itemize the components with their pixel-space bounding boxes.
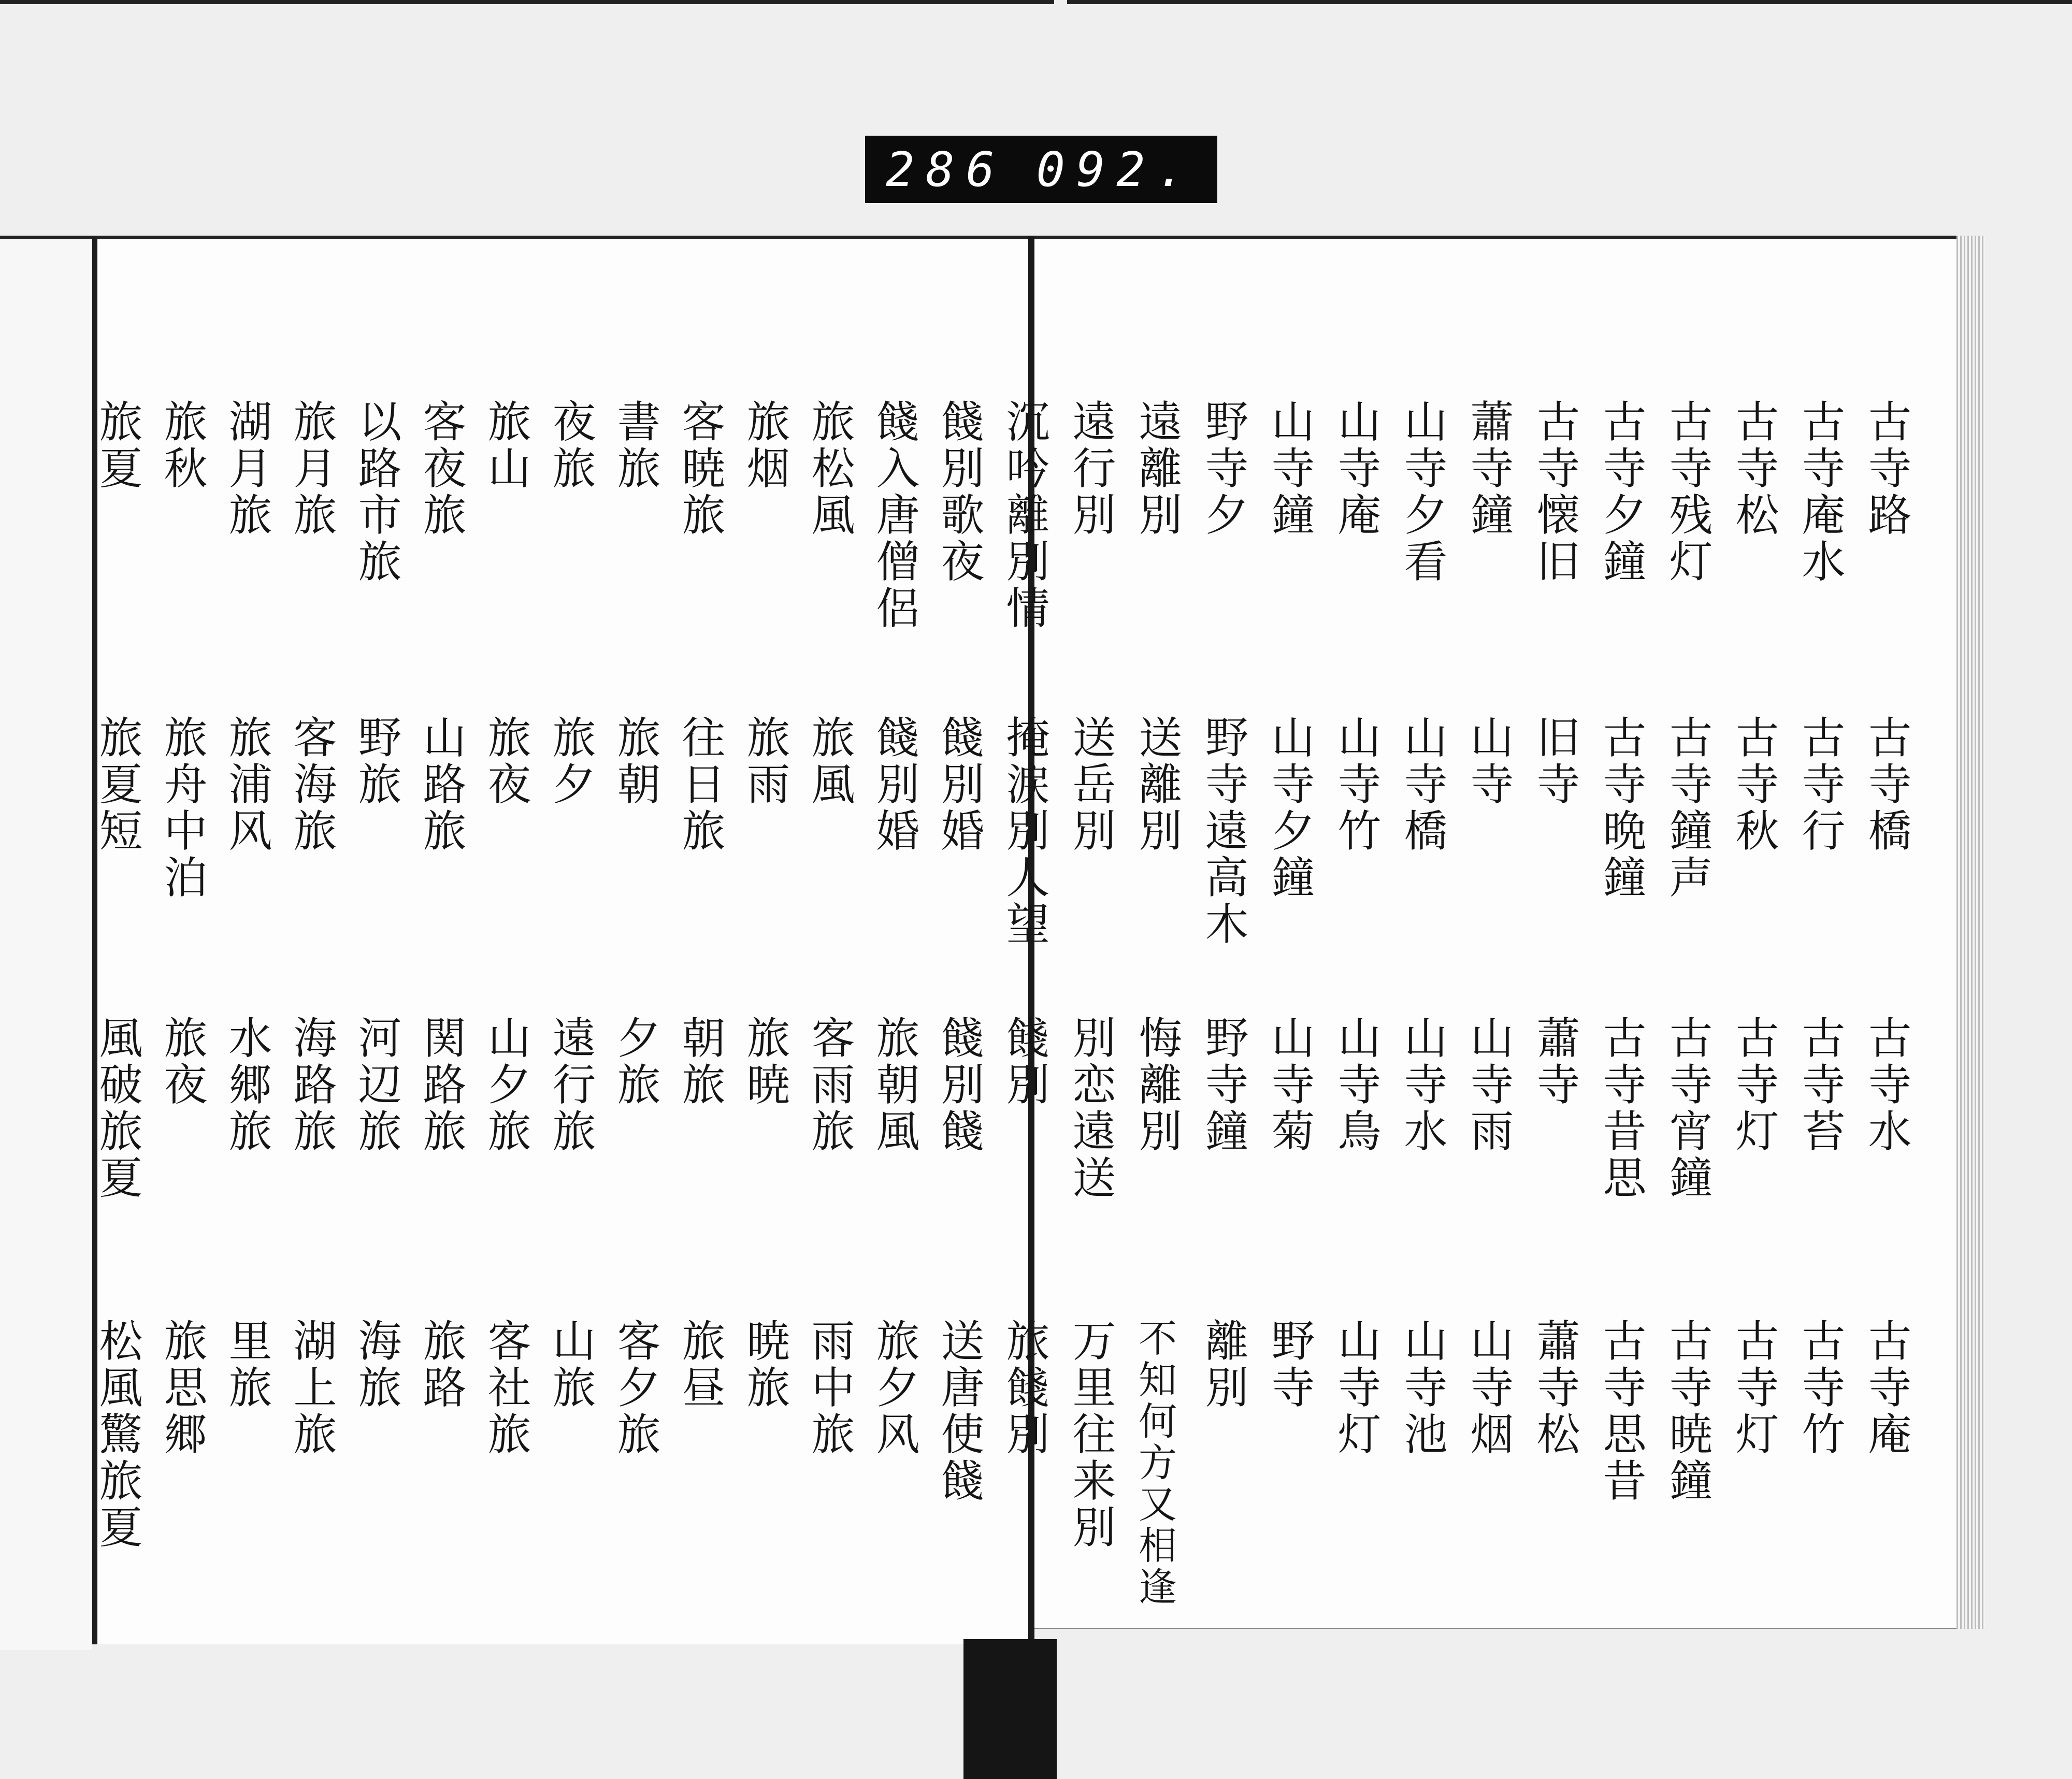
film-frame-number: 092.: [1036, 141, 1197, 197]
right-page-entry: 山寺夕鐘: [1264, 715, 1315, 901]
right-page-entry: 古寺庵水: [1795, 399, 1846, 585]
right-page-entry: 蕭寺鐘: [1463, 399, 1514, 539]
right-page-entry: 蕭寺松: [1530, 1318, 1580, 1458]
left-page-entry: 雨中旅: [804, 1318, 855, 1458]
left-page-entry: 旅秋: [157, 399, 208, 492]
right-page-entry: 古寺灯: [1729, 1015, 1779, 1155]
left-page-entry: 旅夕: [545, 715, 596, 808]
right-page-entry: 遠行別: [1066, 399, 1116, 539]
right-page-entry: 古寺水: [1861, 1015, 1912, 1155]
right-page-entry: 離別: [1198, 1318, 1249, 1411]
left-page-entry: 客夕旅: [610, 1318, 661, 1458]
left-page-entry: 旅風: [804, 715, 855, 808]
left-page-entry: 旅思郷: [157, 1318, 208, 1458]
right-page-entry: 古寺昔思: [1596, 1015, 1647, 1202]
left-page-entry: 客社旅: [481, 1318, 531, 1458]
left-page-entry: 旅昼: [675, 1318, 726, 1411]
left-page-entry: 旅朝: [610, 715, 661, 808]
left-page-entry: 野旅: [351, 715, 402, 808]
left-page-entry: 暁旅: [740, 1318, 790, 1411]
left-page-entry: 山路旅: [416, 715, 467, 855]
left-page-entry: 餞別婚: [869, 715, 920, 855]
left-page-entry: 旅松風: [804, 399, 855, 539]
right-page-entry: 遠離別: [1132, 399, 1183, 539]
right-page-entry: 掩涙別人望: [999, 715, 1050, 948]
left-page-entry: 往日旅: [675, 715, 726, 855]
right-page-entry: 悔離別: [1132, 1015, 1183, 1155]
right-page-entry: 山寺池: [1397, 1318, 1448, 1458]
right-page-entry: 山寺: [1463, 715, 1514, 808]
right-page-entry: 古寺秋: [1729, 715, 1779, 855]
right-page-entry: 送岳別: [1066, 715, 1116, 855]
right-page-entry: 古寺宵鐘: [1662, 1015, 1713, 1202]
left-page-entry: 湖上旅: [286, 1318, 337, 1458]
right-page-entry: 古寺松: [1729, 399, 1779, 539]
left-page-entry: 海旅: [351, 1318, 402, 1411]
left-page-entry: 旅夜: [157, 1015, 208, 1108]
right-page-entry: 別恋遠送: [1066, 1015, 1116, 1202]
right-page-entry: 万里往来別: [1066, 1318, 1116, 1551]
right-page-entry: 山寺烟: [1463, 1318, 1514, 1458]
right-page-entry: 古寺夕鐘: [1596, 399, 1647, 585]
right-page-entry: 山寺鳥: [1331, 1015, 1382, 1155]
left-page-entry: 遠行旅: [545, 1015, 596, 1155]
film-reel-number: 286: [886, 141, 1006, 197]
right-page-entry: 古寺竹: [1795, 1318, 1846, 1458]
right-page-entry: 旅餞別: [999, 1318, 1050, 1458]
right-page-entry: 古寺思昔: [1596, 1318, 1647, 1505]
left-page-entry: 山旅: [545, 1318, 596, 1411]
left-page-entry: 海路旅: [286, 1015, 337, 1155]
right-page-entry: 古寺灯: [1729, 1318, 1779, 1458]
left-page-entry: 朝旅: [675, 1015, 726, 1108]
left-page-entry: 夜旅: [545, 399, 596, 492]
left-page-entry: 旅月旅: [286, 399, 337, 539]
right-page-entry: 山寺橋: [1397, 715, 1448, 855]
right-page-entry: 山寺夕看: [1397, 399, 1448, 585]
right-page-entry: 野寺遠高木: [1198, 715, 1249, 948]
right-page-entry: 古寺晩鐘: [1596, 715, 1647, 901]
right-page-entry: 古寺路: [1861, 399, 1912, 539]
right-page-entry: 餞別: [999, 1015, 1050, 1108]
left-page-entry: 関路旅: [416, 1015, 467, 1155]
left-page-entry: 風破旅夏: [92, 1015, 143, 1202]
right-page-entry: 山寺灯: [1331, 1318, 1382, 1458]
left-page-entry: 客海旅: [286, 715, 337, 855]
left-page-entry: 旅山: [481, 399, 531, 492]
right-page-entry: 山寺庵: [1331, 399, 1382, 539]
left-page-entry: 里旅: [222, 1318, 272, 1411]
left-page-entry: 旅雨: [740, 715, 790, 808]
right-page-entry: 古寺暁鐘: [1662, 1318, 1713, 1505]
film-frame-label: [865, 136, 1217, 203]
left-page-entry: 水郷旅: [222, 1015, 272, 1155]
left-page-entry: 旅朝風: [869, 1015, 920, 1155]
right-page-entry: 旧寺: [1530, 715, 1580, 808]
spine-shadow: [963, 1639, 1057, 1779]
left-page-entry: 旅舟中泊: [157, 715, 208, 901]
left-page-entry: 旅暁: [740, 1015, 790, 1108]
left-page-entry: 客暁旅: [675, 399, 726, 539]
right-page-entry: 沉吟離別情: [999, 399, 1050, 632]
right-page-entry: 不知何方又相逢: [1132, 1318, 1177, 1608]
left-page-entry: 客雨旅: [804, 1015, 855, 1155]
left-page-entry: 書旅: [610, 399, 661, 492]
right-page-entry: 野寺: [1264, 1318, 1315, 1411]
right-page-entry: 野寺夕: [1198, 399, 1249, 539]
right-page-entry: 野寺鐘: [1198, 1015, 1249, 1155]
left-page-entry: 送唐使餞: [934, 1318, 985, 1505]
left-page-entry: 旅夕风: [869, 1318, 920, 1458]
left-page-entry: 旅夜: [481, 715, 531, 808]
left-page-entry: 餞別歌夜: [934, 399, 985, 585]
right-page-entry: 古寺苔: [1795, 1015, 1846, 1155]
left-page-entry: 旅夏: [92, 399, 143, 492]
left-page-entry: 河辺旅: [351, 1015, 402, 1155]
left-page-entry: 山夕旅: [481, 1015, 531, 1155]
previous-page-strip: [0, 236, 92, 1650]
left-page-entry: 客夜旅: [416, 399, 467, 539]
right-page-entry: 古寺橋: [1861, 715, 1912, 855]
top-rule-left: [0, 0, 1054, 4]
left-page-entry: 旅浦风: [222, 715, 272, 855]
page-edges: [1956, 236, 1985, 1629]
right-page-entry: 山寺水: [1397, 1015, 1448, 1155]
left-page-entry: 旅烟: [740, 399, 790, 492]
right-page-entry: 送離別: [1132, 715, 1183, 855]
right-page-entry: 山寺竹: [1331, 715, 1382, 855]
top-rule-right: [1067, 0, 2072, 4]
left-page-entry: 餞別婚: [934, 715, 985, 855]
left-page-entry: 湖月旅: [222, 399, 272, 539]
right-page-entry: 山寺鐘: [1264, 399, 1315, 539]
right-page-entry: 山寺菊: [1264, 1015, 1315, 1155]
right-page-entry: 古寺鐘声: [1662, 715, 1713, 901]
right-page-entry: 古寺庵: [1861, 1318, 1912, 1458]
left-page-entry: 夕旅: [610, 1015, 661, 1108]
right-page-entry: 古寺行: [1795, 715, 1846, 855]
right-page-entry: 山寺雨: [1463, 1015, 1514, 1155]
left-page-entry: 松風驚旅夏: [92, 1318, 143, 1551]
left-page-entry: 以路市旅: [351, 399, 402, 585]
left-page-entry: 旅夏短: [92, 715, 143, 855]
left-page-entry: 餞別餞: [934, 1015, 985, 1155]
right-page-entry: 古寺残灯: [1662, 399, 1713, 585]
left-page-entry: 旅路: [416, 1318, 467, 1411]
right-page-entry: 蕭寺: [1530, 1015, 1580, 1108]
left-page-entry: 餞入唐僧侶: [869, 399, 920, 632]
right-page-entry: 古寺懐旧: [1530, 399, 1580, 585]
